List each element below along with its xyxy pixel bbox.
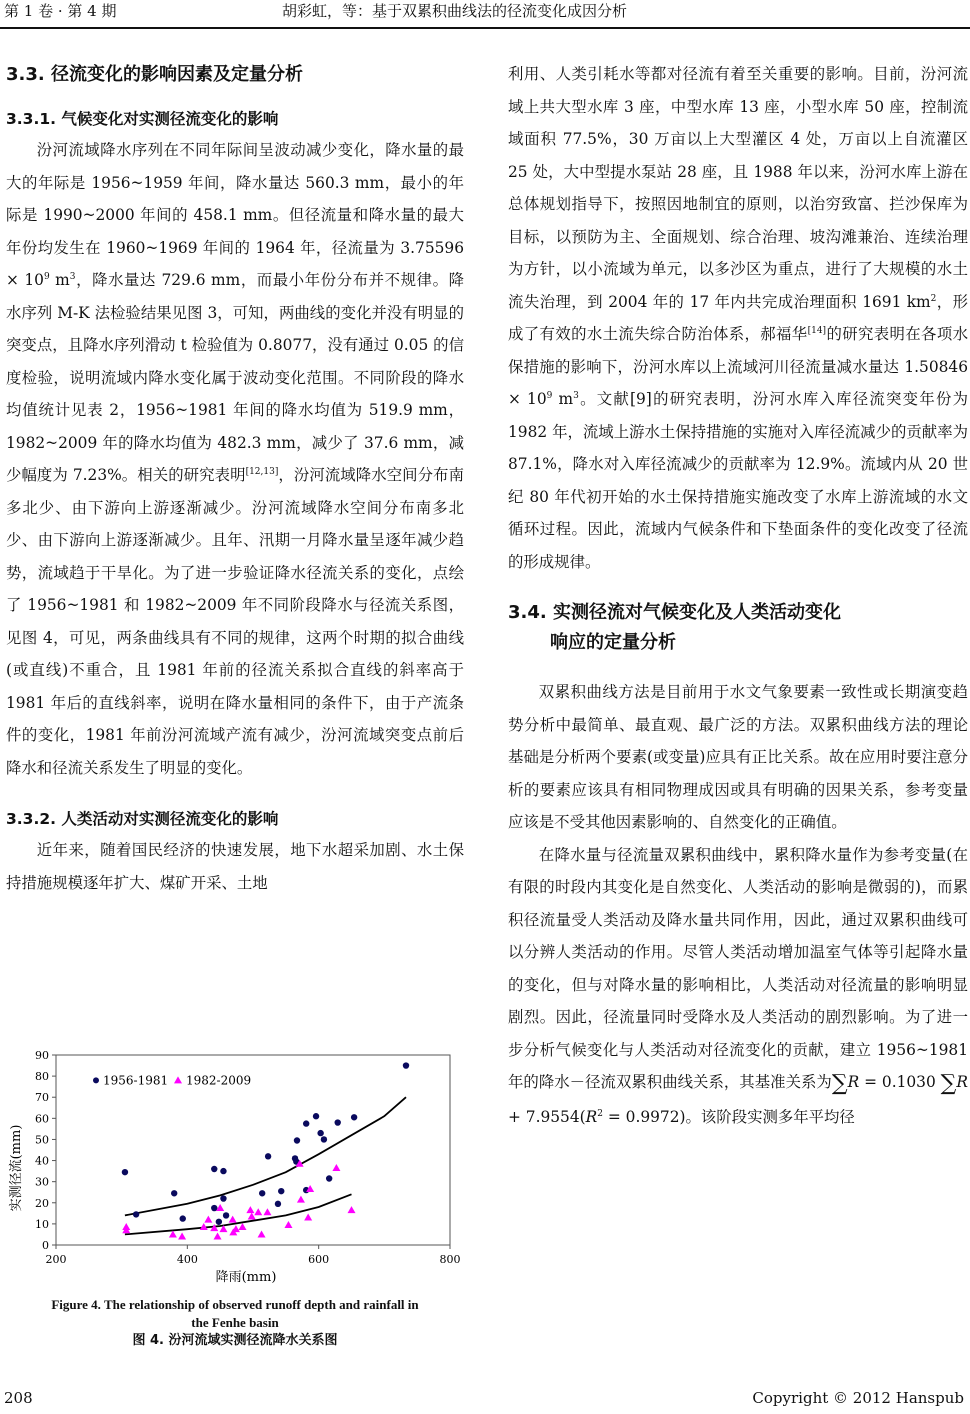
data-point-1956-1981 [220, 1195, 226, 1201]
section-heading-3-4: 3.4. 实测径流对气候变化及人类活动变化 响应的定量分析 [508, 602, 841, 653]
data-point-1956-1981 [180, 1215, 186, 1221]
running-title: 胡彩虹，等：基于双累积曲线法的径流变化成因分析 [282, 2, 628, 20]
data-point-1956-1981 [351, 1114, 357, 1120]
y-axis-label: 实测径流(mm) [9, 1124, 24, 1212]
y-tick-label: 0 [42, 1239, 49, 1252]
figure-4-chart [0, 1040, 470, 1290]
data-point-1956-1981 [294, 1137, 300, 1143]
y-tick-label: 30 [35, 1175, 49, 1189]
data-point-1956-1981 [403, 1062, 409, 1068]
y-tick-label: 70 [35, 1091, 49, 1105]
x-tick-label: 800 [439, 1253, 461, 1266]
legend-label-1956-1981: 1956-1981 [103, 1073, 169, 1088]
data-point-1956-1981 [265, 1153, 271, 1159]
data-point-1956-1981 [216, 1219, 222, 1225]
y-tick-label: 20 [35, 1196, 49, 1210]
x-tick-label: 200 [45, 1253, 67, 1266]
section-heading-3-3: 3.3. 径流变化的影响因素及定量分析 [6, 64, 303, 85]
paragraph-climate-impact: 汾河流域降水序列在不同年际间呈波动减少变化，降水量的最大的年际是 1956~1959 年间，降水量达 560.3 mm，最小的年际是 1990~2000 年间的 458.1 mm。但径流量和降水量的最大年份均发生在 1960~1969 年间的 1964 年，径流量为 $3.75596 \times 10^9$ $m^3$，降水量达 729.6 mm，而最小年份分布并不规律。降水序列 M-K 法检验结果见图 3，可知，两曲线的变化并没有明显的突变点，且降水序列滑动 t 检验值为 0.8077，没有通过 0.05 的信度检验，说明流域内降水变化属于波动变化范围。不同阶段的降水均值统计见表 2，1956~1981 年间的降水均值为 519.9 mm，1982~2009 年的降水均值为 482.3 mm，减少了 37.6 mm，减少幅度为 7.23%。相关的研究表明[12,13]，汾河流域降水空间分布南多北少、由下游向上游逐渐减少。汾河流域降水空间分布南多北少、由下游向上游逐渐减少。且年、汛期一月降水量呈逐年减少趋势，流域趋于干旱化。为了进一步验证降水径流关系的变化，点绘了 1956~1981 和 1982~2009 年不同阶段降水与径流关系图，见图 4，可见，两条曲线具有不同的规律，这两个时期的拟合曲线(或直线)不重合，且 1981 年前的径流关系拟合直线的斜率高于 1981 年后的直线斜率，说明在降水量相同的条件下，由于产流条件的变化，1981 年前汾河流域产流有减少，汾河流域突变点前后降水和径流关系发生了明显的变化。 [6, 141, 464, 777]
data-point-1956-1981 [313, 1113, 319, 1119]
paragraph-double-mass-analysis: 在降水量与径流量双累积曲线中，累积降水量作为参考变量(在有限的时段内其变化是自然变化、人类活动的影响是微弱的)，而累积径流量受人类活动及降水量共同作用，因此，通过双累积曲线可以分辨人类活动的作用。尽管人类活动增加温室气体等引起降水量的变化，但与对降水量的影响相比，人类活动对径流量的影响明显剧烈。因此，径流量同时受降水及人类活动的剧烈影响。为了进一步分析气候变化与人类活动对径流变化的贡献，建立 1956~1981 年的降水－径流双累积曲线关系，其基准关系为∑R = 0.1030 $\sum R + 7.9554(R^2 = 0.9972)$。该阶段实测多年平均径 [508, 845, 968, 1126]
data-point-1956-1981 [317, 1130, 323, 1136]
data-point-1956-1981 [275, 1201, 281, 1207]
y-tick-label: 40 [35, 1154, 49, 1168]
data-point-1956-1981 [171, 1190, 177, 1196]
data-point-1956-1981 [259, 1190, 265, 1196]
sigma-symbol: ∑ [940, 1071, 957, 1096]
left-column [6, 58, 464, 899]
y-tick-label: 90 [35, 1049, 49, 1062]
caption-chinese: 图 4. 汾河流域实测径流降水关系图 [132, 1333, 338, 1348]
section-heading-3-3-2: 3.3.2. 人类活动对实测径流变化的影响 [6, 810, 279, 828]
sigma-symbol: ∑ [831, 1071, 848, 1096]
x-tick-label: 600 [308, 1253, 330, 1266]
y-tick-label: 10 [35, 1217, 49, 1231]
y-tick-label: 80 [35, 1070, 49, 1084]
x-axis-label: 降雨(mm) [215, 1270, 277, 1285]
data-point-1956-1981 [211, 1166, 217, 1172]
right-column [508, 58, 968, 1133]
figure-caption [0, 1296, 470, 1350]
citation-ref[interactable]: [14] [807, 325, 827, 336]
scatter-plot [0, 1040, 470, 1290]
copyright-notice: Copyright © 2012 Hanspub [752, 1389, 964, 1407]
paragraph-double-mass-method: 双累积曲线方法是目前用于水文气象要素一致性或长期演变趋势分析中最简单、最直观、最广泛的方法。双累积曲线方法的理论基础是分析两个要素(或变量)应具有正比关系。故在应用时要注意分析的要素应该具有相同物理成因或具有明确的因果关系，参考变量应该是不受其他因素影响的、自然变化的正确值。 [508, 683, 968, 831]
section-heading-3-3-1: 3.3.1. 气候变化对实测径流变化的影响 [6, 110, 279, 128]
caption-english-line1: Figure 4. The relationship of observed runoff depth and rainfall in [51, 1297, 419, 1312]
paragraph-human-activity: 近年来，随着国民经济的快速发展，地下水超采加剧、水土保持措施规模逐年扩大、煤矿开采、土地 [6, 841, 464, 892]
data-point-1956-1981 [321, 1136, 327, 1142]
data-point-1956-1981 [335, 1119, 341, 1125]
y-tick-label: 60 [35, 1112, 49, 1126]
running-header [0, 0, 970, 29]
data-point-1956-1981 [211, 1205, 217, 1211]
journal-volume-issue: 第 1 卷 · 第 4 期 [4, 2, 117, 20]
data-point-1956-1981 [133, 1211, 139, 1217]
citation-ref[interactable]: [12,13] [245, 466, 279, 477]
data-point-1956-1981 [303, 1120, 309, 1126]
paragraph-reservoirs: 利用、人类引耗水等都对径流有着至关重要的影响。目前，汾河流域上共大型水库 3 座，中型水库 13 座，小型水库 50 座，控制流域面积 77.5%，30 万亩以上大型灌区 4 处，万亩以上自流灌区 25 处，大中型提水泵站 28 座，且 1988 年以来，汾河水库上游在总体规划指导下，按照因地制宜的原则，以治穷致富、拦沙保库为目标，以预防为主、全面规划、综合治理、坡沟滩兼治、连续治理为方针，以小流域为单元，以多沙区为重点，进行了大规模的水土流失治理，到 2004 年的 17 年内共完成治理面积 1691 $km^2$，形成了有效的水土流失综合防治体系，郝福华[14]的研究表明在各项水保措施的影响下，汾河水库以上流域河川径流量减水量达 $1.50846 \times 10^9$ $m^3$。文献[9]的研究表明，汾河水库入库径流突变年份为 1982 年，流域上游水土保持措施的实施对入库径流减少的贡献率为 87.1%，降水对入库径流减少的贡献率为 12.9%。流域内从 20 世纪 80 年代初开始的水土保持措施实施改变了水库上游流域的水文循环过程。因此，流域内气候条件和下垫面条件的变化改变了径流的形成规律。 [508, 65, 968, 571]
data-point-1956-1981 [122, 1169, 128, 1175]
page-number: 208 [4, 1389, 33, 1407]
caption-english-line2: the Fenhe basin [191, 1315, 279, 1330]
data-point-1956-1981 [220, 1168, 226, 1174]
legend-marker-1956-1981 [93, 1077, 99, 1083]
y-tick-label: 50 [35, 1133, 49, 1147]
data-point-1956-1981 [223, 1212, 229, 1218]
data-point-1956-1981 [326, 1175, 332, 1181]
data-point-1956-1981 [278, 1188, 284, 1194]
legend-label-1982-2009: 1982-2009 [186, 1073, 252, 1088]
x-tick-label: 400 [176, 1253, 198, 1266]
